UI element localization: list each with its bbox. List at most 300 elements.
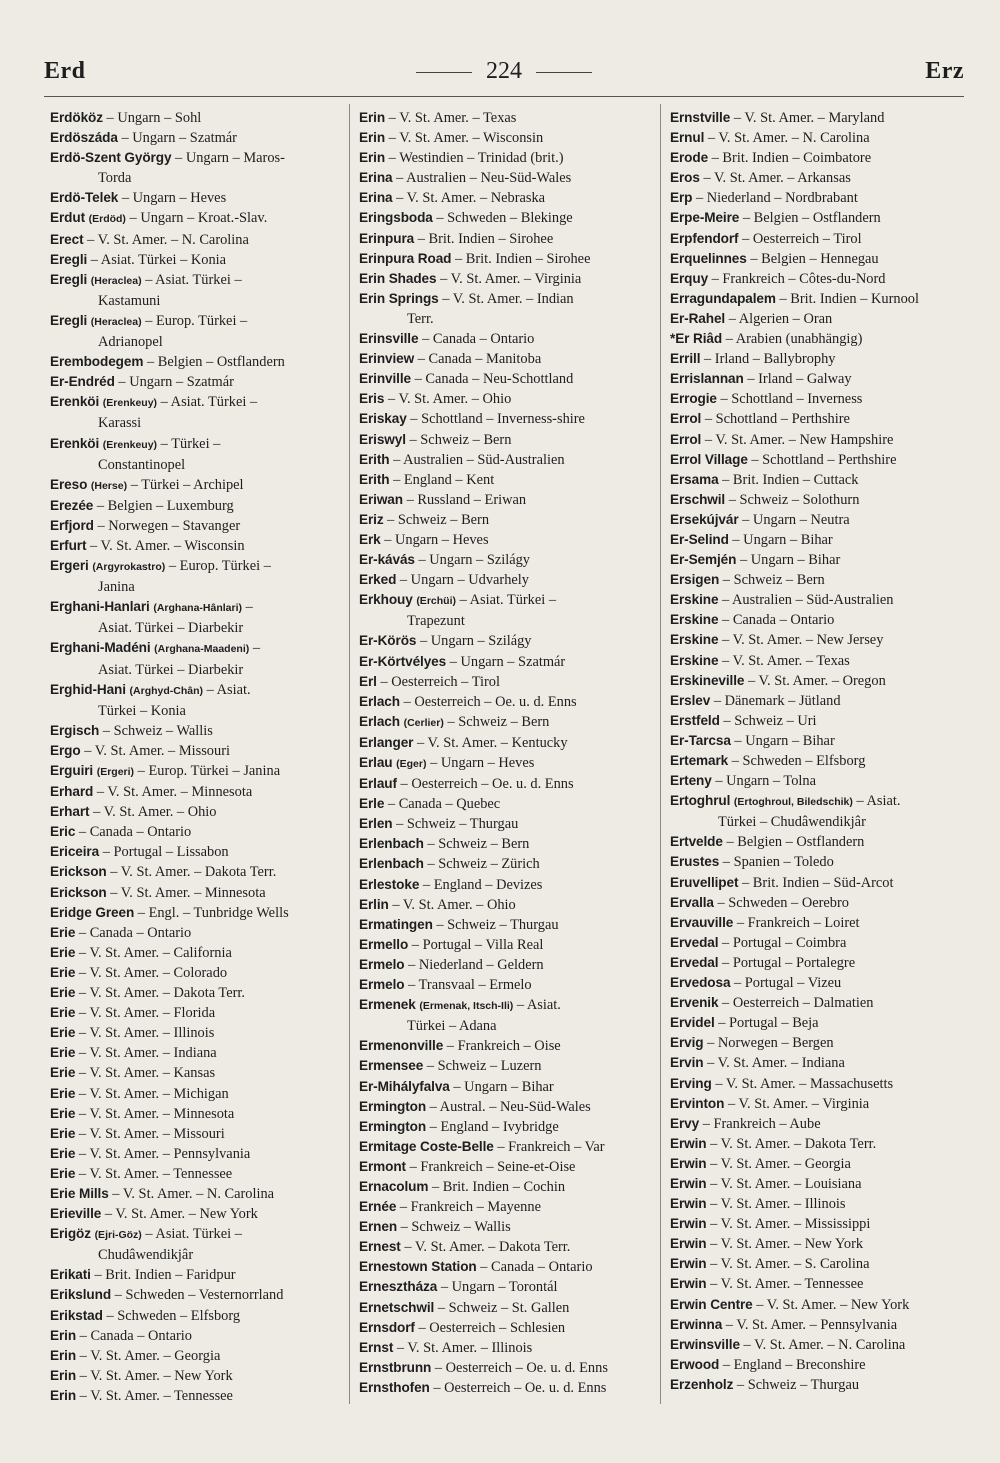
entry-location: – Ungarn – Neutra	[742, 511, 850, 528]
entry-location: – Ungarn – Heves	[384, 531, 489, 548]
entry-location: – Frankreich – Oise	[446, 1038, 561, 1055]
entry	[670, 610, 970, 630]
entry-location: – Schweiz – St. Gallen	[437, 1299, 570, 1316]
entry-headword: Ernée	[359, 1199, 397, 1215]
entry	[359, 389, 659, 409]
entry-location: – Oesterreich – Tirol	[742, 230, 862, 247]
entry-headword: Erhard	[50, 784, 94, 800]
entry-location: – Asiat.	[856, 793, 901, 810]
entry-location: – Ungarn – Szilágy	[419, 633, 532, 650]
entry-location: – Schweiz – Wallis	[400, 1219, 511, 1236]
entry-location: – V. St. Amer. – Wisconsin	[388, 130, 544, 147]
entry-headword: Erenköi	[50, 394, 100, 410]
entry-location: – Engl. – Tunbridge Wells	[137, 904, 289, 921]
entry-headword: Ersigen	[670, 572, 720, 588]
entry	[670, 1254, 970, 1274]
entry-headword: Eris	[359, 391, 385, 407]
entry-location: – Ungarn – Bihar	[739, 552, 841, 569]
entry-location: – Portugal – Portalegre	[722, 954, 856, 971]
entry-location: – Asiat. Türkei –	[145, 1226, 242, 1243]
entry-alt-name: (Heraclea)	[90, 315, 142, 328]
entry-headword: Erieville	[50, 1206, 102, 1222]
entry-headword: Ernstville	[670, 110, 731, 125]
entry-location: – V. St. Amer. – Indiana	[78, 1045, 217, 1062]
entry-headword: Erskineville	[670, 672, 745, 688]
entry-location: – Schottland – Inverness	[720, 391, 863, 408]
entry-continuation: Kastamuni	[98, 292, 161, 309]
entry-headword: Erving	[670, 1075, 712, 1091]
entry	[50, 434, 346, 475]
entry-location: – Canada – Quebec	[387, 796, 501, 813]
entry-headword: Errol	[670, 411, 702, 427]
entry	[50, 1326, 350, 1346]
entry-headword: Erinpura	[359, 230, 415, 246]
entry-headword: Erin	[50, 1367, 77, 1383]
entry	[359, 875, 659, 895]
entry-location: – V. St. Amer. – New York	[104, 1206, 258, 1223]
entry-location: – Canada – Ontario	[722, 612, 835, 629]
entry	[50, 208, 350, 229]
entry-headword: Er-kávás	[359, 552, 415, 568]
entry-location: – Asiat. Türkei –	[145, 271, 242, 288]
entry-location: – V. St. Amer. – Indian	[442, 290, 574, 307]
entry-headword: Erdököz	[50, 110, 103, 125]
entry	[50, 1285, 350, 1305]
entry-headword: Erina	[359, 190, 393, 206]
entry	[670, 1335, 970, 1355]
entry	[359, 1358, 659, 1378]
entry-location: – Portugal – Vizeu	[734, 975, 842, 992]
entry-location: – Asiat.	[516, 997, 561, 1014]
entry-location: – Asiat. Türkei – Konia	[90, 251, 227, 268]
entry-location: – V. St. Amer. – Tennessee	[710, 1276, 864, 1293]
entry-location: – V. St. Amer. – Dakota Terr.	[110, 864, 277, 881]
entry-continuation: Türkei – Adana	[407, 1018, 497, 1035]
entry-headword: Erie	[50, 944, 76, 960]
entry	[50, 128, 350, 148]
entry-headword: Erinville	[359, 371, 411, 387]
entry-alt-name: (Ermenak, Itsch-Ili)	[419, 1000, 514, 1013]
entry-headword: Erode	[670, 150, 709, 166]
entry-headword: Erlach	[359, 713, 400, 729]
entry-location: – Canada – Neu-Schottland	[414, 371, 574, 388]
entry	[670, 1134, 970, 1154]
entry-headword: Erin	[50, 1347, 77, 1363]
entry	[670, 208, 970, 228]
entry-location: – Schweiz – Luzern	[426, 1058, 542, 1075]
entry	[359, 329, 659, 349]
entry-continuation: Adrianopel	[98, 334, 163, 351]
entry-location: – Schweiz – Thurgau	[736, 1376, 860, 1393]
entry-headword: Erlestoke	[359, 876, 420, 892]
entry	[670, 148, 970, 168]
entry-location: – Oesterreich – Tirol	[380, 673, 500, 690]
entry	[359, 1197, 659, 1217]
entry-headword: Ernstbrunn	[359, 1359, 432, 1375]
entry	[50, 372, 350, 392]
entry	[50, 1104, 350, 1124]
entry	[670, 369, 970, 389]
entry	[50, 741, 350, 761]
entry	[359, 692, 659, 712]
entry-location: – Ungarn – Szatmár	[449, 653, 566, 670]
entry	[670, 349, 970, 369]
entry-headword: Ertvelde	[670, 834, 723, 850]
entry-headword: Erlau	[359, 755, 393, 770]
column-2	[359, 108, 659, 1398]
entry-headword: Eric	[50, 824, 76, 840]
entry-location: – Schweiz – Zürich	[427, 856, 540, 873]
entry-location: – V. St. Amer. – Illinois	[78, 1025, 215, 1042]
entry	[670, 1074, 970, 1094]
entry	[359, 915, 659, 935]
entry	[50, 1124, 350, 1144]
entry-headword: Erzenholz	[670, 1376, 734, 1392]
entry-location: – V. St. Amer. – N. Carolina	[743, 1336, 906, 1353]
entry-location: – V. St. Amer. – Pennsylvania	[725, 1316, 898, 1333]
entry-location: – V. St. Amer. – Georgia	[710, 1155, 851, 1172]
entry-location: – V. St. Amer. – Michigan	[78, 1085, 229, 1102]
entry-location: – Transvaal – Ermelo	[408, 977, 532, 994]
entry-headword: Erfurt	[50, 537, 87, 553]
entry-headword: Erghani-Madéni	[50, 640, 151, 656]
entry	[359, 672, 659, 692]
entry-location: – Canada – Ontario	[78, 824, 192, 841]
entry-headword: Erwood	[670, 1356, 720, 1372]
entry	[359, 590, 655, 631]
entry-headword: Ernsdorf	[359, 1319, 415, 1335]
entry-headword: Ermelo	[359, 977, 405, 993]
entry-location: – V. St. Amer. – Kansas	[78, 1065, 216, 1082]
entry-headword: Erin	[359, 110, 386, 125]
entry-headword: Ervalla	[670, 894, 714, 910]
entry	[670, 570, 970, 590]
entry-location: – Portugal – Beja	[718, 1015, 819, 1032]
entry-headword: Erlauf	[359, 776, 397, 792]
entry-location: – V. St. Amer. – Dakota Terr.	[404, 1239, 571, 1256]
entry-location: – Portugal – Lissabon	[102, 844, 229, 861]
entry-location: – Schweiz – Bern	[447, 713, 550, 730]
entry	[670, 470, 970, 490]
entry-location: – Portugal – Coimbra	[722, 934, 847, 951]
entry-location: – Australien – Süd-Australien	[722, 592, 894, 609]
entry-continuation: Türkei – Konia	[98, 702, 186, 719]
entry-headword: Ernul	[670, 130, 705, 146]
entry	[359, 1036, 659, 1056]
entry-headword: Erikati	[50, 1267, 91, 1283]
entry-headword: Ersama	[670, 471, 719, 487]
entry	[670, 450, 970, 470]
entry	[50, 1003, 350, 1023]
entry-location: – Schweiz – Bern	[409, 431, 512, 448]
entry	[50, 148, 346, 188]
entry	[670, 128, 970, 148]
entry-location: – V. St. Amer. – Massachusetts	[715, 1075, 894, 1092]
entry	[670, 510, 970, 530]
entry	[50, 782, 350, 802]
entry-location: – England – Ivybridge	[429, 1118, 559, 1135]
entry-headword: Erwin	[670, 1175, 707, 1191]
entry-location: – V. St. Amer. – Illinois	[396, 1339, 533, 1356]
entry-location: – Schweden – Oerebro	[717, 894, 849, 911]
entry	[359, 128, 659, 148]
header-dash-left	[416, 72, 472, 73]
entry-location: – V. St. Amer. – Mississippi	[710, 1216, 871, 1233]
entry	[359, 470, 659, 490]
entry-headword: Erustes	[670, 854, 720, 870]
entry	[670, 409, 970, 429]
entry-headword: Erslev	[670, 692, 711, 708]
entry-location: – Europ. Türkei –	[145, 312, 248, 329]
entry-location: – Frankreich – Aube	[702, 1115, 821, 1132]
entry	[359, 1277, 659, 1297]
entry-location: – Ungarn – Heves	[430, 755, 535, 771]
entry-location: – Schweiz – Bern	[387, 511, 490, 528]
entry-location: – V. St. Amer. – Ohio	[93, 804, 217, 821]
entry-location: – Brit. Indien – Coimbatore	[711, 150, 872, 167]
entry-headword: Erdö-Szent György	[50, 150, 172, 166]
entry-headword: Erie	[50, 985, 76, 1001]
entry-headword: Ermello	[359, 936, 409, 952]
entry-location: – Europ. Türkei – Janina	[137, 763, 281, 779]
entry-headword: Erstfeld	[670, 712, 720, 728]
entry-location: – V. St. Amer. – Texas	[722, 652, 850, 669]
entry-headword: Ermington	[359, 1098, 427, 1114]
entry	[670, 1033, 970, 1053]
entry-location: – Ungarn – Szatmár	[121, 130, 237, 147]
entry	[359, 1217, 659, 1237]
entry-headword: Ertoghrul	[670, 793, 731, 809]
entry	[670, 590, 970, 610]
entry-headword: Erlenbach	[359, 836, 424, 852]
entry-location: – V. St. Amer. – N. Carolina	[87, 231, 249, 248]
entry-location: – V. St. Amer. – Oregon	[747, 672, 886, 689]
entry-headword: Ermington	[359, 1118, 427, 1134]
entry	[670, 490, 970, 510]
entry-location: – V. St. Amer. – Virginia	[440, 270, 582, 287]
entry-location: – V. St. Amer. – Texas	[388, 110, 517, 126]
entry-headword: Ermenonville	[359, 1038, 444, 1054]
entry-headword: Ernestown Station	[359, 1259, 477, 1275]
entry-location: – Irland – Ballybrophy	[704, 351, 836, 368]
entry-headword: Ereso	[50, 476, 88, 492]
entry	[50, 1204, 350, 1224]
entry-location: – Norwegen – Bergen	[707, 1035, 834, 1052]
entry	[359, 148, 659, 168]
entry	[670, 389, 970, 409]
entry-location: – Frankreich – Var	[497, 1138, 605, 1155]
entry-location: – Russland – Eriwan	[406, 491, 527, 508]
entry	[670, 1194, 970, 1214]
entry-location: – Canada – Ontario	[422, 331, 535, 348]
entry-headword: Erdöszáda	[50, 130, 118, 146]
entry-location: – V. St. Amer. – New York	[756, 1296, 910, 1313]
entry-headword: Erghid-Hani	[50, 681, 126, 697]
entry-alt-name: (Cerlier)	[403, 716, 444, 729]
entry	[670, 309, 970, 329]
entry-headword: Errol	[670, 431, 702, 447]
entry-headword: Erezée	[50, 497, 94, 513]
entry	[50, 270, 346, 311]
entry-headword: Erinsville	[359, 331, 419, 347]
entry-headword: Erquy	[670, 270, 709, 286]
entry-headword: Erlenbach	[359, 856, 424, 872]
entry-headword: Ermatingen	[359, 916, 433, 932]
entry-headword: Erie	[50, 1145, 76, 1161]
entry	[359, 550, 659, 570]
entry-headword: Erpe-Meire	[670, 210, 740, 226]
entry-location: – Schweden – Elfsborg	[106, 1307, 241, 1324]
entry-headword: Eruvellipet	[670, 874, 739, 890]
entry-headword: Erk	[359, 531, 381, 547]
entry-location: – Ungarn – Torontál	[440, 1279, 558, 1296]
entry-headword: Erin Springs	[359, 290, 439, 306]
running-header	[44, 58, 964, 92]
entry-headword: Eros	[670, 170, 700, 186]
entry-continuation: Torda	[98, 170, 132, 187]
entry-location: – V. St. Amer. – Florida	[78, 1005, 216, 1022]
entry-headword: Errill	[670, 351, 701, 367]
entry-headword: Erdut	[50, 210, 85, 226]
entry-headword: Erenköi	[50, 435, 100, 451]
entry-alt-name: (Arghana-Maadeni)	[154, 643, 250, 656]
entry-headword: Er-Körtvélyes	[359, 653, 447, 669]
entry-headword: Erkhouy	[359, 592, 413, 608]
entry	[670, 1315, 970, 1335]
entry-location: – Ungarn – Sohl	[106, 110, 202, 126]
entry-location: – Oesterreich – Dalmatien	[722, 995, 874, 1012]
entry-headword: Ermelo	[359, 956, 405, 972]
entry-headword: Ervenik	[670, 995, 719, 1011]
entry-location: – Ungarn – Szilágy	[418, 552, 531, 569]
entry-location: – V. St. Amer. – Minnesota	[78, 1105, 235, 1122]
entry	[670, 791, 966, 832]
page-number: 224	[486, 58, 522, 84]
entry-location: – Schweden – Vesternorrland	[114, 1287, 284, 1304]
entry-headword: Er-Rahel	[670, 310, 726, 326]
entry	[359, 712, 659, 733]
entry	[359, 369, 659, 389]
entry-location: – Oesterreich – Schlesien	[418, 1319, 566, 1336]
entry-location: – V. St. Amer. – New York	[79, 1367, 233, 1384]
entry-location: – Schweiz – Wallis	[102, 722, 213, 739]
entry-headword: Erinpura Road	[359, 250, 452, 266]
entry-headword: *Er Riâd	[670, 331, 723, 347]
entry	[50, 963, 350, 983]
entry-location: – V. St. Amer. – Indiana	[707, 1055, 845, 1072]
entry-headword: Ernen	[359, 1219, 398, 1235]
entry	[670, 1234, 970, 1254]
entry-headword: Erguiri	[50, 763, 94, 778]
entry-continuation: Terr.	[407, 310, 434, 327]
entry	[359, 229, 659, 249]
entry-headword: Erith	[359, 471, 390, 487]
entry	[50, 721, 350, 741]
entry-location: – V. St. Amer. – N. Carolina	[112, 1185, 275, 1202]
entry-alt-name: (Erchüi)	[416, 595, 456, 608]
entry-location: – Frankreich – Côtes-du-Nord	[711, 270, 886, 287]
entry	[670, 168, 970, 188]
entry-headword: Erect	[50, 231, 84, 247]
entry-location: – Schweiz – Bern	[427, 836, 530, 853]
header-dash-right	[536, 72, 592, 73]
entry-headword: Erie	[50, 1045, 76, 1061]
entry	[50, 1366, 350, 1386]
entry-location: –	[252, 640, 261, 657]
entry-headword: Erghani-Hanlari	[50, 599, 150, 615]
entry	[670, 229, 970, 249]
entry	[359, 895, 659, 915]
entry-location: – Algerien – Oran	[728, 310, 833, 327]
entry	[670, 1295, 970, 1315]
entry-alt-name: (Eger)	[396, 758, 427, 770]
entry-location: – Brit. Indien – Cochin	[431, 1178, 566, 1195]
entry-headword: Erp	[670, 190, 693, 206]
entry-location: – V. St. Amer. – California	[78, 944, 232, 961]
entry-headword: Ernsthofen	[359, 1379, 430, 1395]
entry-location: – Ungarn – Heves	[121, 190, 227, 207]
entry-headword: Ervinton	[670, 1095, 725, 1111]
entry	[670, 832, 970, 852]
entry	[359, 1157, 659, 1177]
entry	[50, 638, 346, 679]
entry	[50, 1184, 350, 1204]
entry-headword: Erle	[359, 796, 385, 812]
entry-headword: Er-Körös	[359, 633, 417, 649]
entry-headword: Erragundapalem	[670, 290, 776, 306]
entry	[670, 913, 970, 933]
entry	[670, 1214, 970, 1234]
entry-headword: Erwin	[670, 1135, 707, 1151]
entry-location: – Ungarn – Bihar	[734, 732, 835, 749]
entry-headword: Ervedal	[670, 934, 719, 950]
entry-headword: Ernacolum	[359, 1178, 429, 1194]
entry-headword: Erwin	[670, 1216, 707, 1232]
entry	[670, 550, 970, 570]
entry-headword: Erikslund	[50, 1287, 112, 1303]
entry-headword: Erie	[50, 1085, 76, 1101]
entry	[359, 1177, 659, 1197]
entry	[50, 556, 346, 597]
entry-location: – Brit. Indien – Kurnool	[779, 290, 919, 307]
entry-headword: Ertemark	[670, 753, 729, 768]
entry-location: – V. St. Amer. – Dakota Terr.	[78, 985, 245, 1002]
entry-alt-name: (Argyrokastro)	[92, 561, 166, 574]
entry	[50, 311, 346, 352]
entry-location: – Frankreich – Loiret	[736, 914, 860, 931]
header-rule	[44, 96, 964, 97]
entry-location: – Brit. Indien – Faridpur	[94, 1267, 236, 1284]
entry-location: – Irland – Galway	[747, 371, 852, 388]
entry-headword: Ergisch	[50, 722, 100, 738]
entry	[670, 188, 970, 208]
entry-location: – Westindien – Trinidad (brit.)	[388, 150, 564, 167]
entry-headword: Erie	[50, 924, 76, 940]
entry	[359, 1056, 659, 1076]
entry-location: – Ungarn – Szatmár	[118, 374, 234, 391]
entry-headword: Erpfendorf	[670, 230, 739, 246]
entry-headword: Erlanger	[359, 734, 414, 750]
entry-location: – Belgien – Ostflandern	[742, 210, 881, 227]
header-first-word: Erd	[44, 58, 86, 84]
entry-location: – V. St. Amer. – Wisconsin	[90, 537, 245, 554]
entry-headword: Erked	[359, 572, 397, 588]
entry	[359, 249, 659, 269]
entry-location: – V. St. Amer. – Minnesota	[96, 784, 253, 801]
entry-location: – Schweiz – Bern	[722, 572, 825, 589]
entry	[670, 249, 970, 269]
entry-headword: Erie	[50, 964, 76, 980]
